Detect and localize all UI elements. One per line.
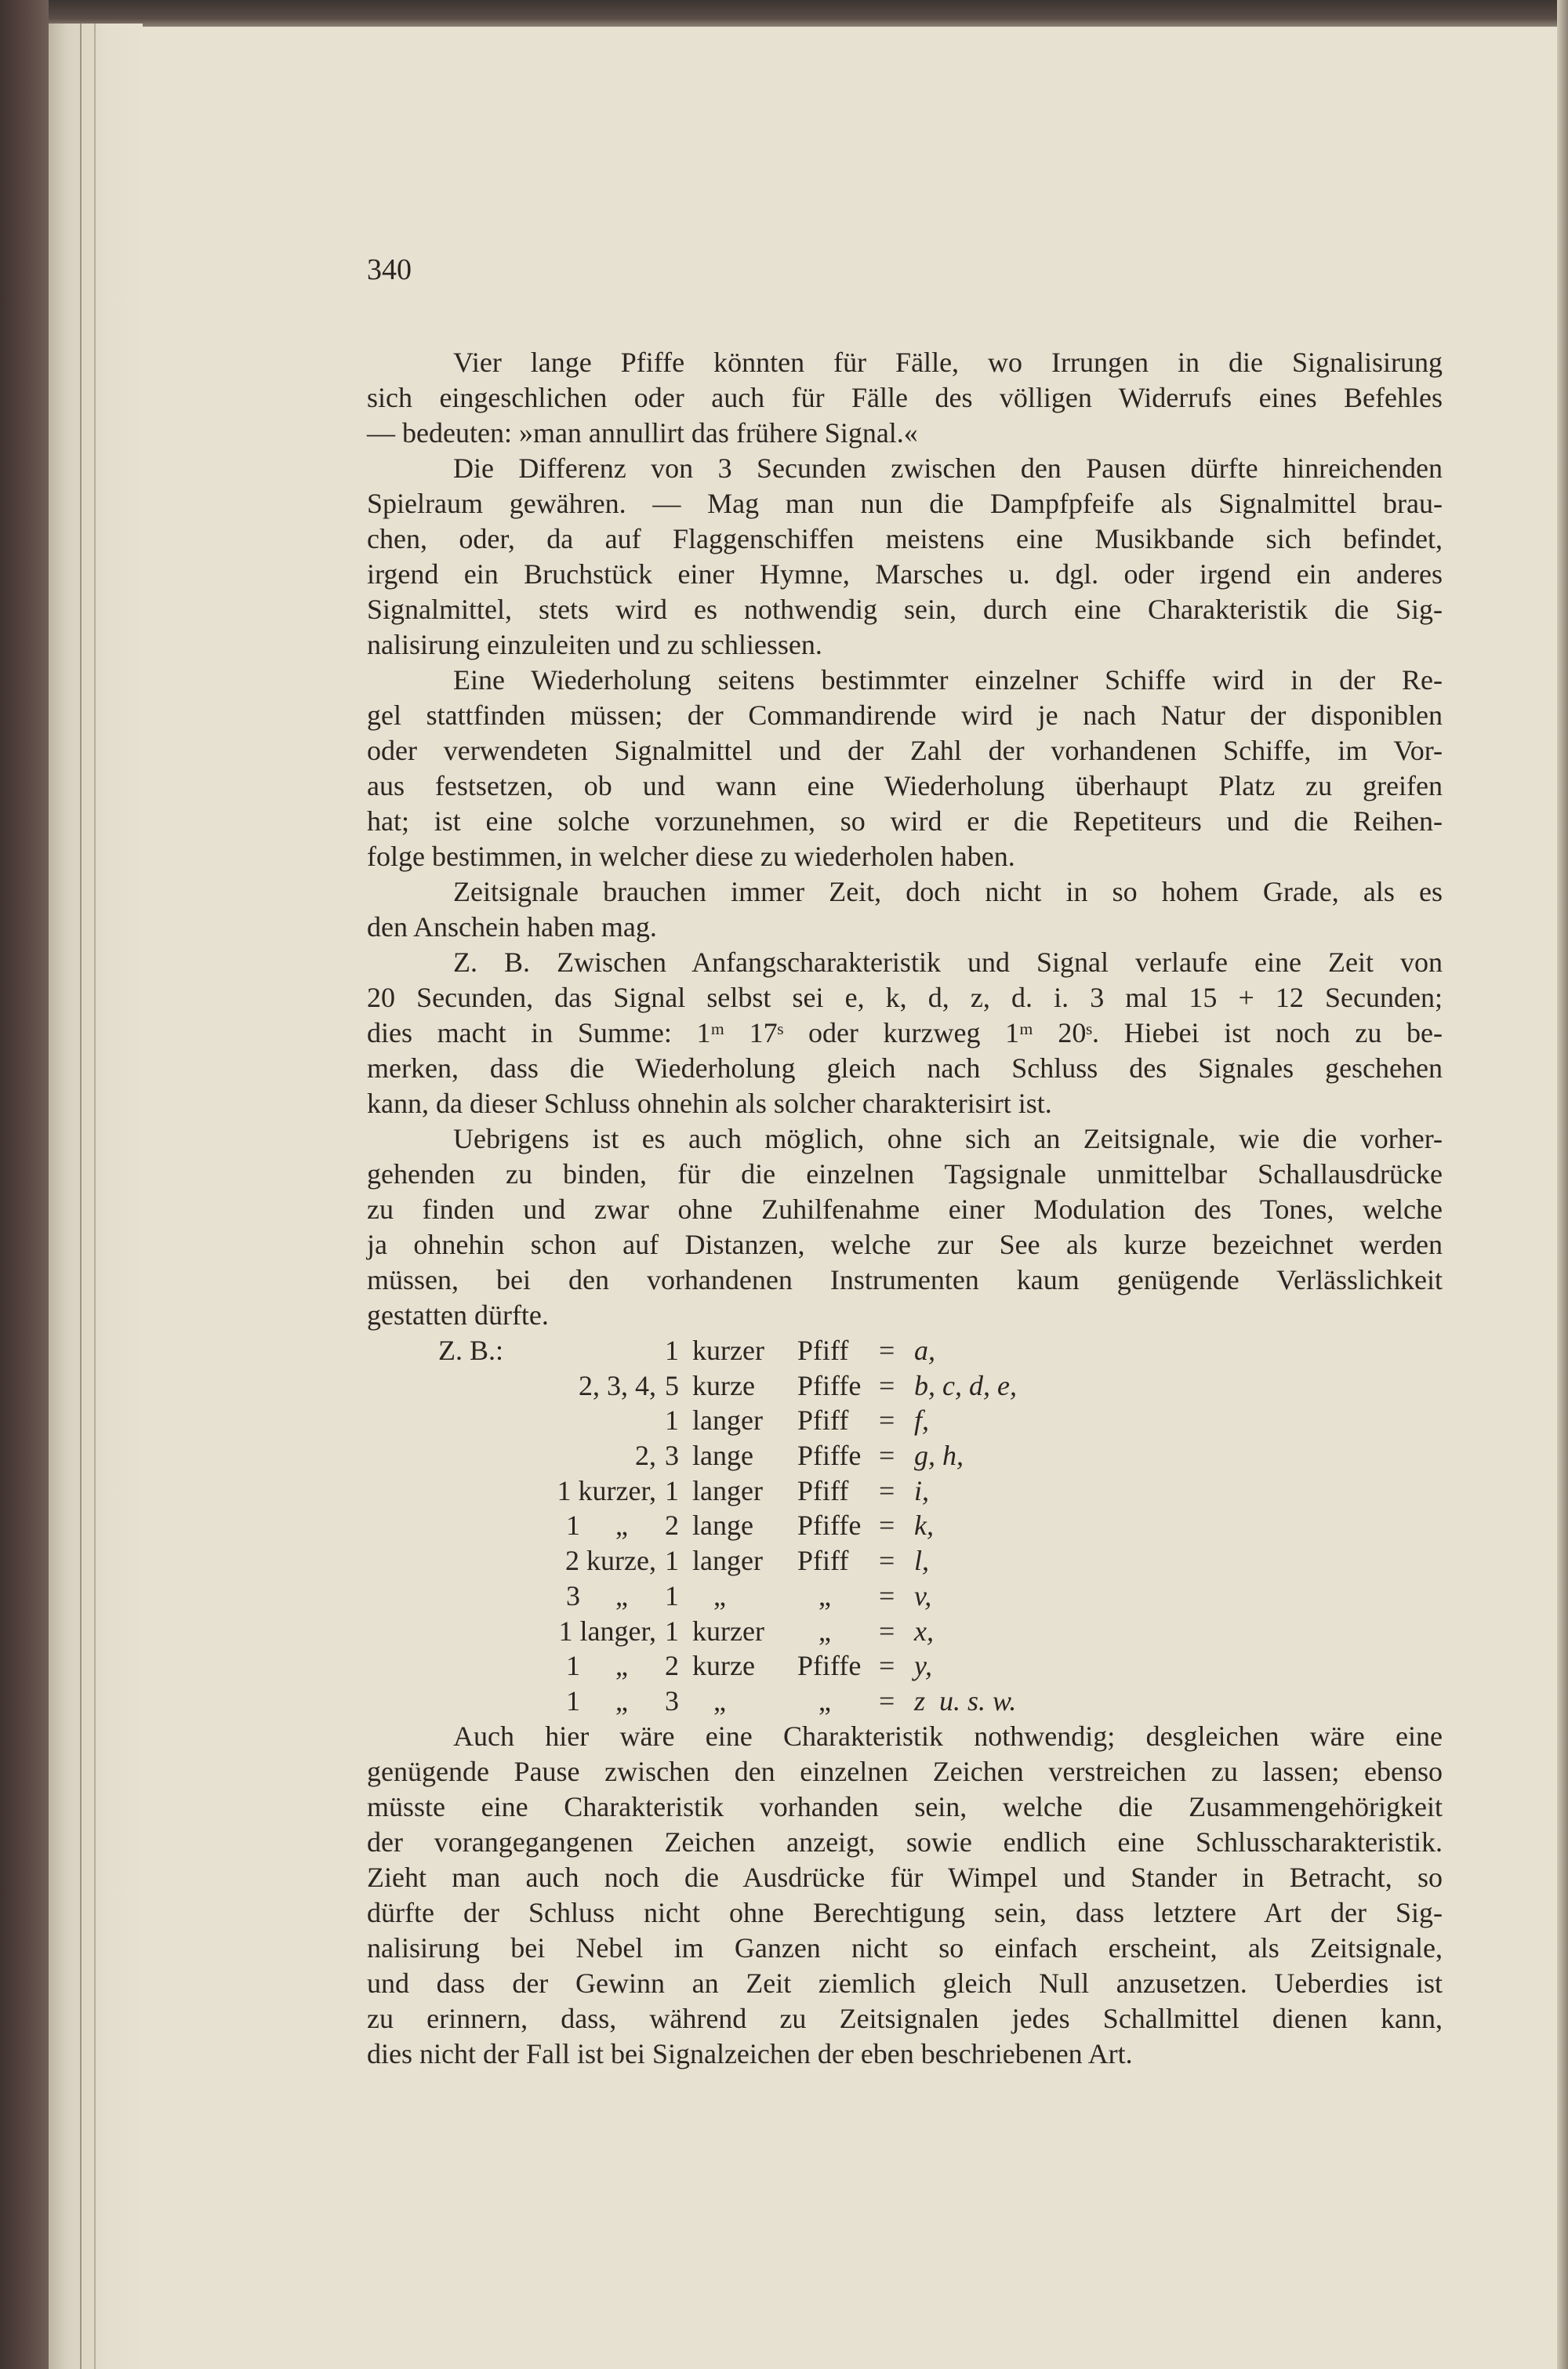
text-line: dürfte der Schluss nicht ohne Berechtigung sein, dass letztere Art der Sig- <box>367 1897 1443 1928</box>
equals-sign: = <box>879 1335 895 1366</box>
equals-sign: = <box>879 1684 895 1717</box>
text-line: müsste eine Charakteristik vorhanden sein, welche die Zusammengehörigkeit <box>367 1791 1443 1822</box>
row-kind: langer <box>692 1545 763 1577</box>
row-pfiff: Pfiffe <box>797 1369 862 1401</box>
equals-sign: = <box>879 1440 895 1472</box>
row-pfiff: Pfiff <box>797 1545 849 1577</box>
row-count: 1 <box>665 1579 679 1611</box>
paragraphs-after-table <box>367 1719 1443 2072</box>
text-line: irgend ein Bruchstück einer Hymne, Marsches u. dgl. oder irgend ein anderes <box>367 558 1443 590</box>
text-line: der vorangegangenen Zeichen anzeigt, sowie endlich eine Schlusscharakteristik. <box>367 1826 1443 1858</box>
row-kind: langer <box>692 1474 763 1506</box>
table-row <box>367 1438 1443 1473</box>
equals-sign: = <box>879 1650 895 1682</box>
row-pfiff: Pfiff <box>797 1474 849 1506</box>
row-pfiff: Pfiff <box>797 1404 849 1437</box>
text-line: merken, dass die Wiederholung gleich nach Schluss des Signales geschehen <box>367 1052 1443 1084</box>
row-pfiff: „ <box>797 1579 831 1611</box>
row-letter: v, <box>914 1579 932 1611</box>
row-letter: f, <box>914 1404 930 1437</box>
paragraph <box>367 451 1443 663</box>
row-pfiff: Pfiffe <box>797 1650 862 1682</box>
row-count: 1 <box>665 1545 679 1577</box>
row-prefix: 1 kurzer, <box>557 1474 656 1506</box>
row-letter: i, <box>914 1474 930 1506</box>
text-line: Zeitsignale brauchen immer Zeit, doch nicht in so hohem Grade, als es <box>453 876 1443 907</box>
text-line: nalisirung bei Nebel im Ganzen nicht so einfach erscheint, als Zeitsignale, <box>367 1932 1443 1964</box>
text-line: genügende Pause zwischen den einzelnen Zeichen verstreichen zu lassen; ebenso <box>367 1756 1443 1787</box>
row-letter: a, <box>914 1335 935 1366</box>
equals-sign: = <box>879 1579 895 1611</box>
row-kind: kurze <box>692 1369 755 1401</box>
row-letter: y, <box>914 1650 932 1682</box>
row-count: 3 <box>665 1440 679 1472</box>
row-kind: kurzer <box>692 1335 764 1366</box>
row-count: 3 <box>665 1684 679 1717</box>
table-row <box>367 1473 1443 1509</box>
row-count: 2 <box>665 1650 679 1682</box>
text-line: Uebrigens ist es auch möglich, ohne sich an Zeitsignale, wie die vorher- <box>453 1123 1443 1154</box>
text-line: Signalmittel, stets wird es nothwendig sein, durch eine Charakteristik die Sig- <box>367 594 1443 625</box>
table-row <box>367 1648 1443 1684</box>
row-kind: langer <box>692 1404 763 1437</box>
text-line: Eine Wiederholung seitens bestimmter einzelner Schiffe wird in der Re- <box>453 664 1443 696</box>
text-line: Z. B. Zwischen Anfangscharakteristik und Signal verlaufe eine Zeit von <box>453 947 1443 978</box>
row-letter: k, <box>914 1510 934 1542</box>
row-prefix: 1 „ <box>566 1510 656 1542</box>
row-prefix: 1 „ <box>566 1684 656 1717</box>
equals-sign: = <box>879 1615 895 1647</box>
row-count: 1 <box>665 1474 679 1506</box>
row-pfiff: Pfiffe <box>797 1440 862 1472</box>
text-line: — bedeuten: »man annullirt das frühere Signal.« <box>367 417 918 449</box>
text-line: Vier lange Pfiffe könnten für Fälle, wo Irrungen in die Signalisirung <box>453 347 1443 378</box>
page-number: 340 <box>367 253 412 286</box>
text-line: oder verwendeten Signalmittel und der Zahl der vorhandenen Schiffe, im Vor- <box>367 735 1443 766</box>
paragraphs-before-table <box>367 345 1443 1333</box>
row-count: 5 <box>665 1369 679 1401</box>
text-line: zu erinnern, dass, während zu Zeitsignalen jedes Schallmittel dienen kann, <box>367 2003 1443 2034</box>
equals-sign: = <box>879 1545 895 1577</box>
row-kind: „ <box>692 1579 726 1611</box>
text-line: Die Differenz von 3 Secunden zwischen den Pausen dürfte hinreichenden <box>453 452 1443 484</box>
row-prefix: 2 kurze, <box>565 1545 656 1577</box>
text-line: nalisirung einzuleiten und zu schliessen. <box>367 629 822 660</box>
text-line: Spielraum gewähren. — Mag man nun die Dampfpfeife als Signalmittel brau- <box>367 488 1443 519</box>
text-line: dies macht in Summe: 1ᵐ 17ˢ oder kurzweg 1ᵐ 20ˢ. Hiebei ist noch zu be- <box>367 1017 1443 1048</box>
page-stack-edges <box>49 24 143 2369</box>
text-line: den Anschein haben mag. <box>367 911 657 943</box>
row-count: 1 <box>665 1404 679 1437</box>
paragraph <box>367 874 1443 945</box>
paragraph <box>367 1719 1443 2072</box>
row-kind: kurze <box>692 1650 755 1682</box>
row-pfiff: Pfiff <box>797 1335 849 1366</box>
row-letter: z u. s. w. <box>914 1684 1017 1717</box>
equals-sign: = <box>879 1510 895 1542</box>
text-line: 20 Secunden, das Signal selbst sei e, k, d, z, d. i. 3 mal 15 + 12 Secunden; <box>367 982 1443 1013</box>
table-row <box>367 1333 1443 1368</box>
table-row <box>367 1614 1443 1649</box>
row-letter: b, c, d, e, <box>914 1369 1017 1401</box>
row-prefix: 1 „ <box>566 1650 656 1682</box>
row-kind: lange <box>692 1510 753 1542</box>
text-line: müssen, bei den vorhandenen Instrumenten kaum genügende Verlässlichkeit <box>367 1264 1443 1295</box>
row-prefix: 2, <box>635 1440 656 1472</box>
table-row <box>367 1508 1443 1543</box>
text-line: gel stattfinden müssen; der Commandirende wird je nach Natur der disponiblen <box>367 699 1443 731</box>
text-line: und dass der Gewinn an Zeit ziemlich gleich Null anzusetzen. Ueberdies ist <box>367 1968 1443 1999</box>
row-kind: lange <box>692 1440 753 1472</box>
equals-sign: = <box>879 1404 895 1437</box>
text-line: gestatten dürfte. <box>367 1299 549 1331</box>
row-prefix: 3 „ <box>566 1579 656 1611</box>
row-letter: l, <box>914 1545 930 1577</box>
text-line: aus festsetzen, ob und wann eine Wiederholung überhaupt Platz zu greifen <box>367 770 1443 801</box>
row-pfiff: Pfiffe <box>797 1510 862 1542</box>
text-line: folge bestimmen, in welcher diese zu wiederholen haben. <box>367 841 1015 872</box>
text-line: hat; ist eine solche vorzunehmen, so wird er die Repetiteurs und die Reihen- <box>367 805 1443 837</box>
table-row <box>367 1684 1443 1719</box>
row-count: 2 <box>665 1510 679 1542</box>
page-body <box>367 345 1443 2072</box>
book-right-edge <box>1557 0 1568 2369</box>
row-pfiff: „ <box>797 1684 831 1717</box>
paragraph <box>367 1121 1443 1333</box>
row-pfiff: „ <box>797 1615 831 1647</box>
text-line: sich eingeschlichen oder auch für Fälle des völligen Widerrufs eines Befehles <box>367 382 1443 413</box>
text-line: kann, da dieser Schluss ohnehin als solcher charakterisirt ist. <box>367 1088 1052 1119</box>
book-top-edge <box>0 0 1568 27</box>
row-kind: kurzer <box>692 1615 764 1647</box>
row-prefix: 2, 3, 4, <box>579 1369 656 1401</box>
text-line: Auch hier wäre eine Charakteristik nothwendig; desgleichen wäre eine <box>453 1720 1443 1752</box>
table-label: Z. B.: <box>438 1335 504 1366</box>
signal-table <box>367 1333 1443 1719</box>
row-prefix: 1 langer, <box>558 1615 656 1647</box>
table-row <box>367 1368 1443 1404</box>
table-row <box>367 1579 1443 1614</box>
text-line: dies nicht der Fall ist bei Signalzeichen der eben beschriebenen Art. <box>367 2038 1133 2069</box>
text-line: chen, oder, da auf Flaggenschiffen meistens eine Musikbande sich befindet, <box>367 523 1443 554</box>
paragraph <box>367 945 1443 1121</box>
text-line: ja ohnehin schon auf Distanzen, welche zur See als kurze bezeichnet werden <box>367 1229 1443 1260</box>
paragraph <box>367 345 1443 451</box>
text-line: Zieht man auch noch die Ausdrücke für Wimpel und Stander in Betracht, so <box>367 1862 1443 1893</box>
row-count: 1 <box>665 1615 679 1647</box>
paragraph <box>367 663 1443 874</box>
row-letter: g, h, <box>914 1440 964 1472</box>
table-row <box>367 1543 1443 1579</box>
equals-sign: = <box>879 1474 895 1506</box>
text-line: gehenden zu binden, für die einzelnen Tagsignale unmittelbar Schallausdrücke <box>367 1158 1443 1190</box>
table-row <box>367 1403 1443 1438</box>
text-line: zu finden und zwar ohne Zuhilfenahme einer Modulation des Tones, welche <box>367 1194 1443 1225</box>
equals-sign: = <box>879 1369 895 1401</box>
row-letter: x, <box>914 1615 934 1647</box>
row-count: 1 <box>665 1335 679 1366</box>
row-kind: „ <box>692 1684 726 1717</box>
book-binding <box>0 0 49 2369</box>
